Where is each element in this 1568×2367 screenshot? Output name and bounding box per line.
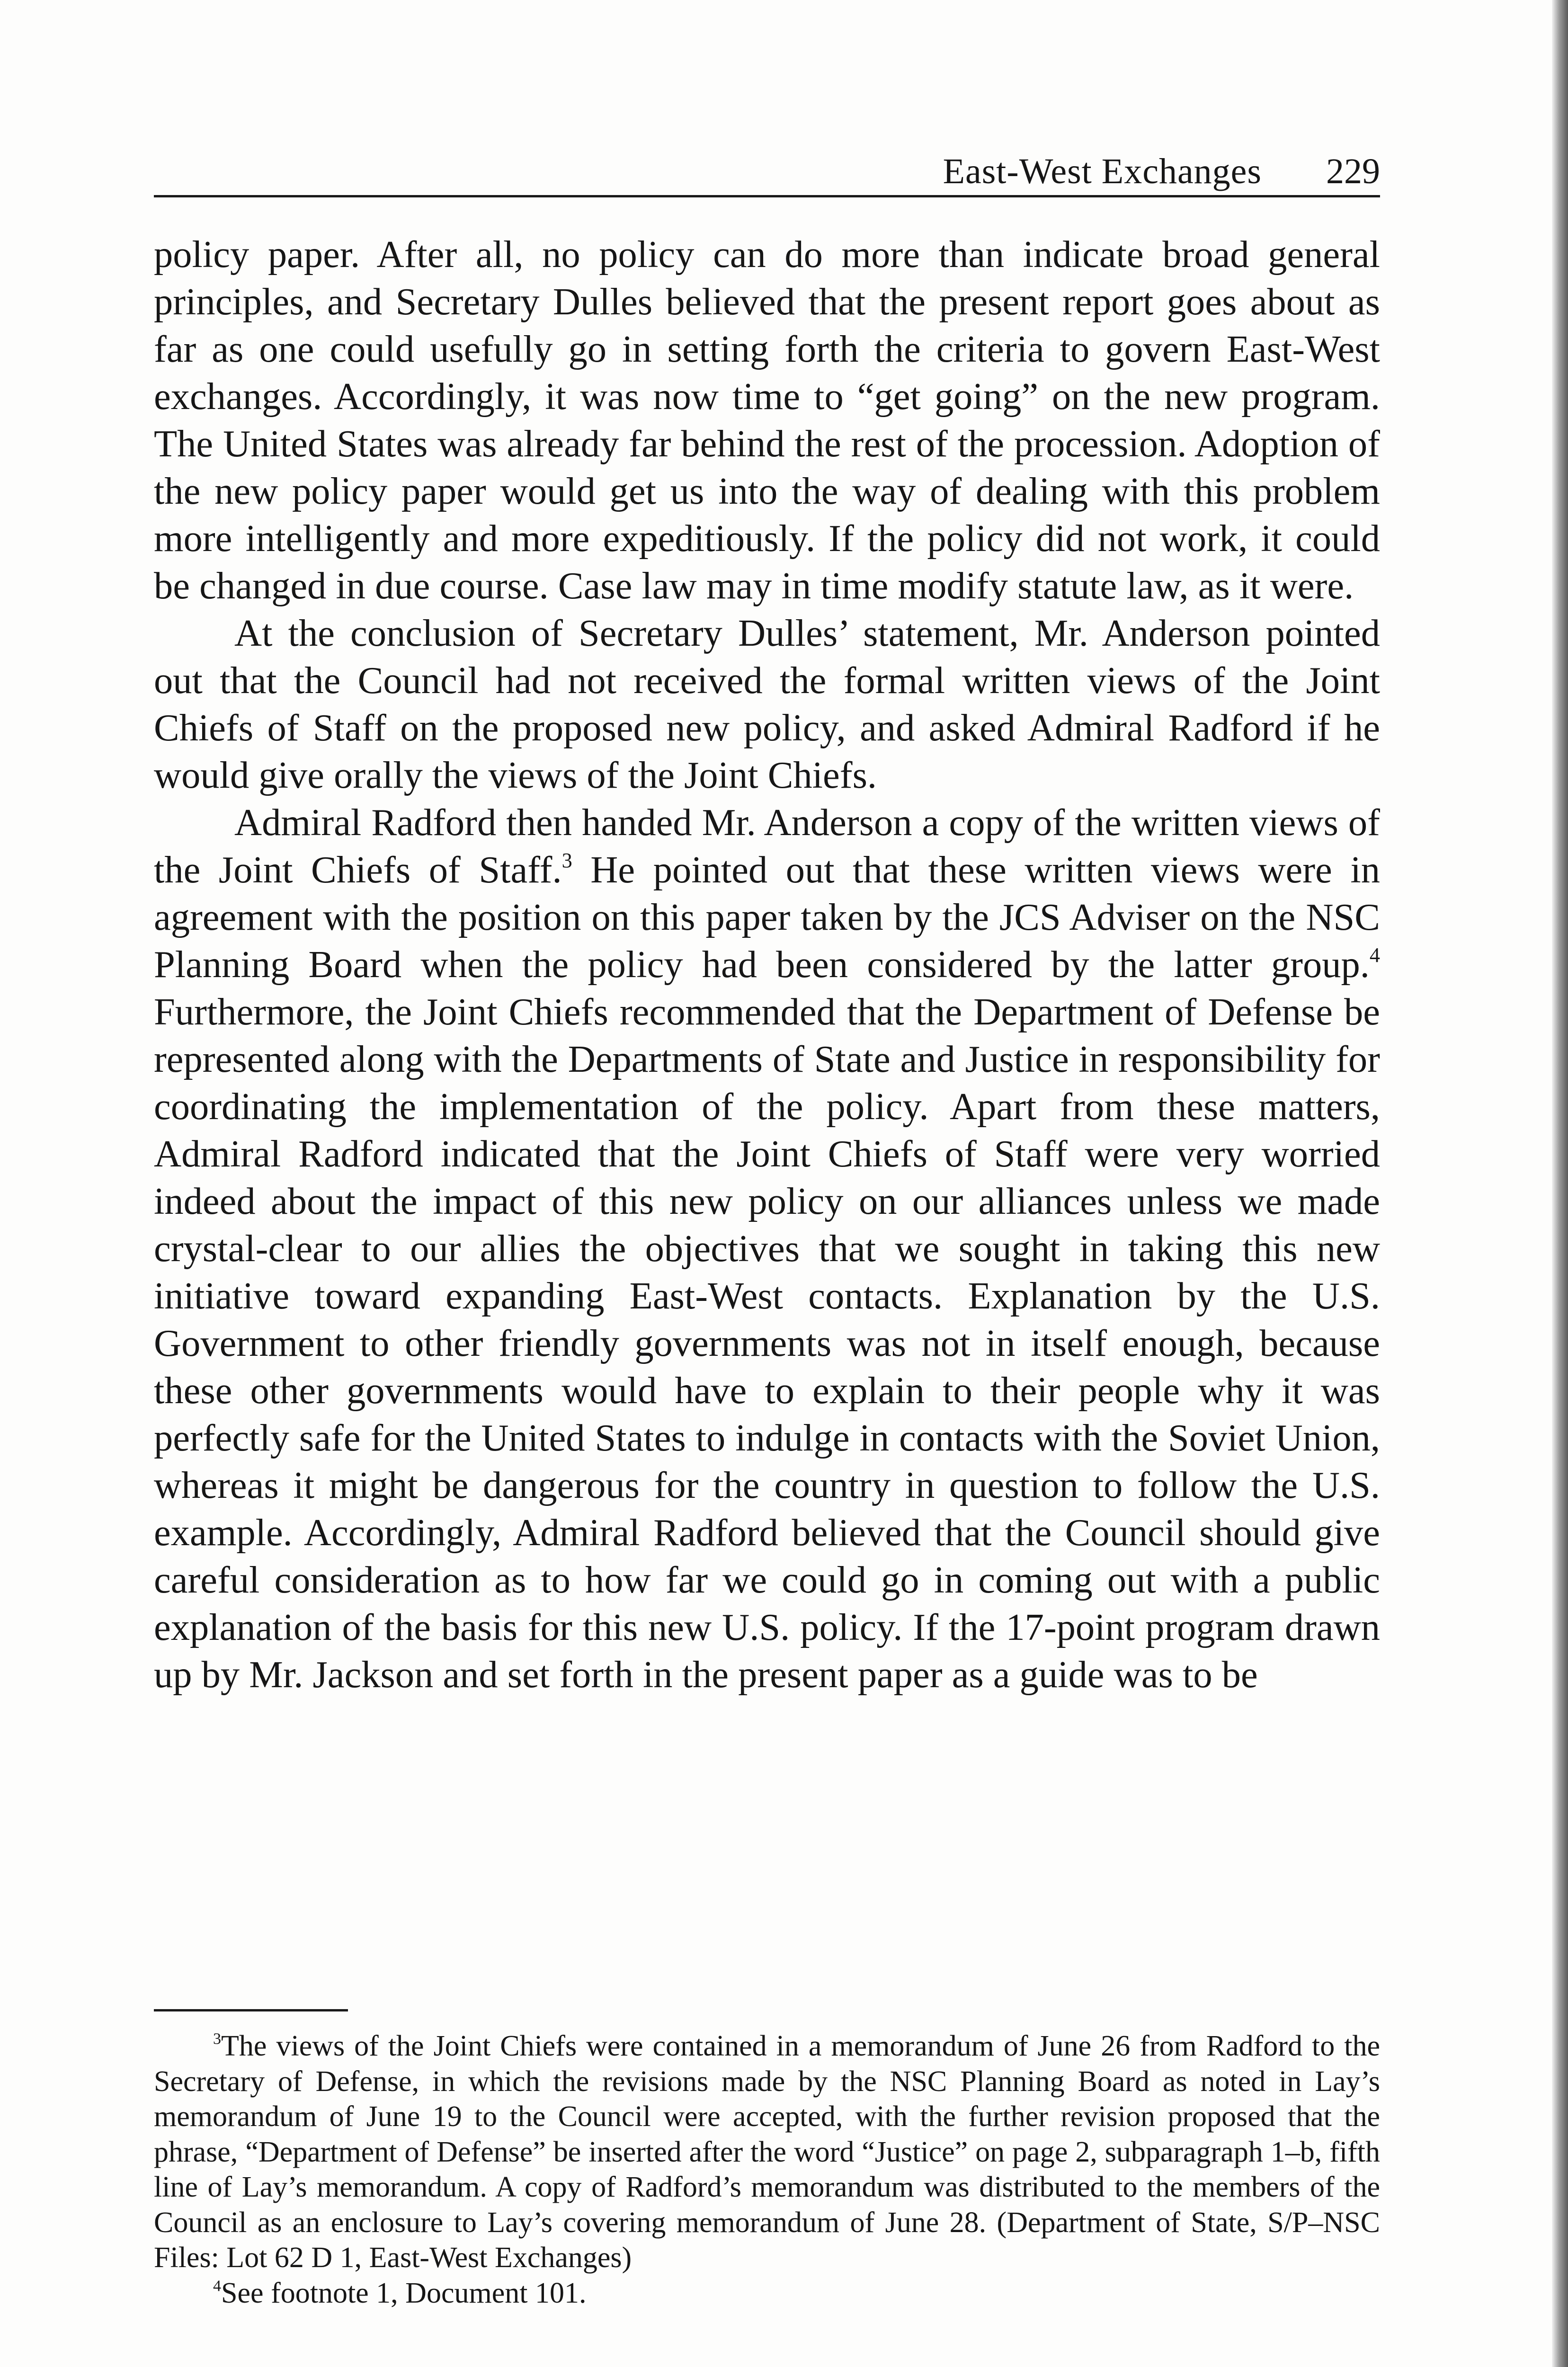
footnote-ref-4[interactable]: 4 <box>1369 943 1380 967</box>
footnote-4-text: See footnote 1, Document 101. <box>221 2277 587 2309</box>
footnote-4 <box>154 2276 1380 2311</box>
footnote-3 <box>154 2029 1380 2276</box>
paragraph-2: At the conclusion of Secretary Dulles’ statement, Mr. Anderson pointed out that the Council had not received the formal written views of the Joint Chiefs of Staff on the proposed new policy, and asked Admiral Radford if he would give orally the views of the Joint Chiefs. <box>154 612 1380 796</box>
page-edge-shadow <box>1552 0 1568 2367</box>
page-number: 229 <box>1326 151 1380 191</box>
footnote-4-mark: 4 <box>213 2277 222 2295</box>
footnote-3-mark: 3 <box>213 2030 222 2048</box>
footnote-ref-3[interactable]: 3 <box>561 849 572 872</box>
body-text <box>154 231 1380 1699</box>
footnote-divider <box>154 2009 348 2011</box>
running-header <box>154 142 1380 197</box>
paragraph-3-part-c: Furthermore, the Joint Chiefs recommended that the Department of Defense be represented along with the Departments of State and Justice in responsibility for coordinating the implementation of the policy. Apart from these matters, Admiral Radford indicated that the Joint Chiefs of Staff were very worried indeed about the impact of this new policy on our alliances unless we made crystal-clear to our allies the objectives that we sought in taking this new initiative toward expanding East-West contacts. Explanation by the U.S. Government to other friendly governments was not in itself enough, because these other governments would have to explain to their people why it was perfectly safe for the United States to indulge in contacts with the Soviet Union, whereas it might be dangerous for the country in question to follow the U.S. example. Accordingly, Admiral Radford believed that the Council should give careful consideration as to how far we could go in coming out with a public explanation of the basis for this new U.S. policy. If the 17-point program drawn up by Mr. Jackson and set forth in the present paper as a guide was to be <box>154 991 1380 1696</box>
running-title: East-West Exchanges <box>943 151 1262 191</box>
footnotes <box>154 2029 1380 2311</box>
footnote-3-text: The views of the Joint Chiefs were contained in a memorandum of June 26 from Radford to the Secretary of Defense, in which the revisions made by the NSC Planning Board as noted in Lay’s memorandum of June 19 to the Council were accepted, with the further revision proposed that the phrase, “Department of Defense” be inserted after the word “Justice” on page 2, subparagraph 1–b, fifth line of Lay’s memorandum. A copy of Radford’s memorandum was distributed to the members of the Council as an enclosure to Lay’s covering memorandum of June 28. (Department of State, S/P–NSC Files: Lot 62 D 1, East-West Exchanges) <box>154 2030 1380 2274</box>
paragraph-3-part-b: He pointed out that these written views were in agreement with the position on this paper taken by the JCS Adviser on the NSC Planning Board when the policy had been considered by the latter group. <box>154 849 1380 986</box>
paragraph-3 <box>154 799 1380 1699</box>
paragraph-3-part-a: Admiral Radford then handed Mr. Anderson a copy of the written views of the Joint Chiefs of Staff. <box>154 801 1380 891</box>
paragraph-1: policy paper. After all, no policy can do more than indicate broad general principles, and Secretary Dulles believed that the present report goes about as far as one could usefully go in setting forth the criteria to govern East-West exchanges. Accordingly, it was now time to “get going” on the new program. The United States was already far behind the rest of the procession. Adoption of the new policy paper would get us into the way of dealing with this problem more intelligently and more expeditiously. If the policy did not work, it could be changed in due course. Case law may in time modify statute law, as it were. <box>154 233 1380 607</box>
